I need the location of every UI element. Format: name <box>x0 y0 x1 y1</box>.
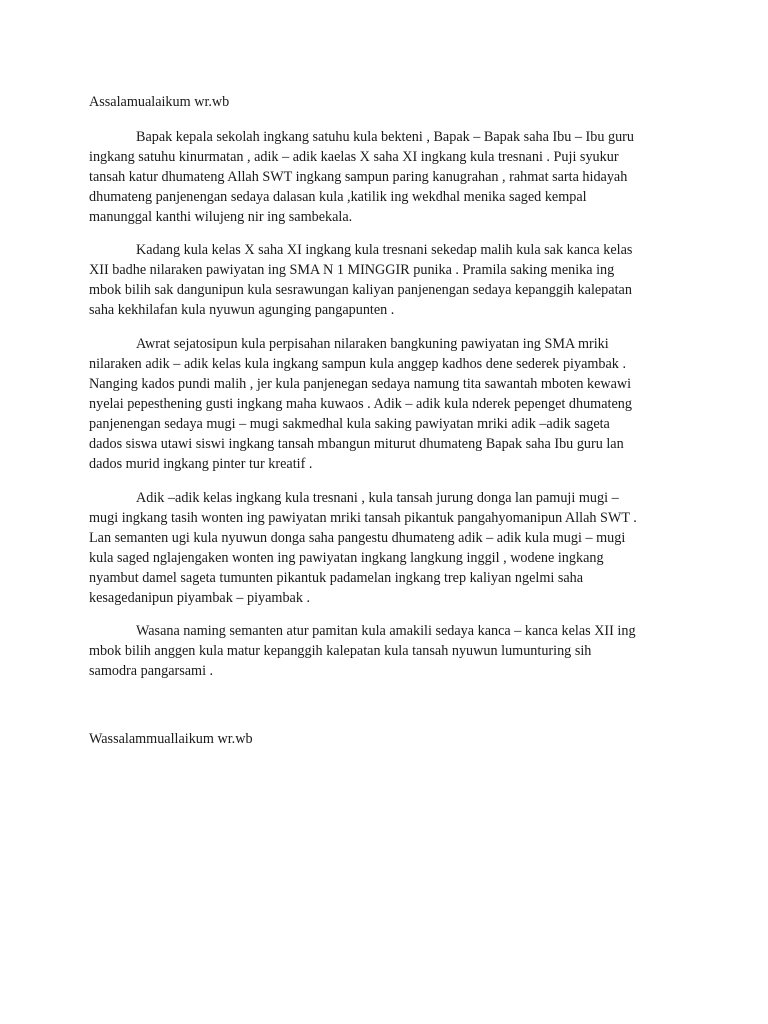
paragraph-line: Nanging kados pundi malih , jer kula panjenegan sedaya namung tita sawantah mboten kewawi <box>89 376 632 392</box>
paragraph-line: Awrat sejatosipun kula perpisahan nilaraken bangkuning pawiyatan ing SMA mriki <box>136 336 609 352</box>
paragraph-line: Lan semanten ugi kula nyuwun donga saha pangestu dhumateng adik – adik kula mugi – mugi <box>89 530 626 546</box>
paragraph-line: kula saged nglajengaken wonten ing pawiyatan ingkang langkung inggil , wodene ingkang <box>89 550 604 566</box>
paragraph-line: Adik –adik kelas ingkang kula tresnani , kula tansah jurung donga lan pamuji mugi – <box>136 490 619 506</box>
paragraph-line: dhumateng panjenengan sedaya dalasan kula ,katilik ing wekdhal menika saged kempal <box>89 189 587 205</box>
paragraph-line: mbok bilih sak dangunipun kula sesrawungan kaliyan panjenengan sedaya kepanggih kalepatan <box>89 282 632 298</box>
paragraph-line: nyambut damel sageta tumunten pikantuk padamelan ingkang trep kaliyan ngelmi saha <box>89 570 584 586</box>
paragraph-line: Wasana naming semanten atur pamitan kula amakili sedaya kanca – kanca kelas XII ing <box>136 623 636 639</box>
paragraph-line: XII badhe nilaraken pawiyatan ing SMA N 1 MINGGIR punika . Pramila saking menika ing <box>89 262 615 278</box>
paragraph-line: nyelai pepesthening gusti ingkang maha kuwaos . Adik – adik kula nderek pepenget dhumateng <box>89 396 632 412</box>
paragraph-line: ingkang satuhu kinurmatan , adik – adik kaelas X saha XI ingkang kula tresnani . Puji syukur <box>89 149 619 165</box>
paragraph-line: panjenengan sedaya mugi – mugi sakmedhal kula saking pawiyatan mriki adik –adik sageta <box>89 416 610 432</box>
paragraph-line: mbok bilih anggen kula matur kepanggih kalepatan kula tansah nyuwun lumunturing sih <box>89 643 592 659</box>
paragraph-line: saha kekhilafan kula nyuwun agunging pangapunten . <box>89 302 395 318</box>
greeting: Assalamualaikum wr.wb <box>89 94 230 110</box>
paragraph-line: nilaraken adik – adik kelas kula ingkang sampun kula anggep kadhos dene sederek piyambak . <box>89 356 626 372</box>
paragraph-line: mugi ingkang tasih wonten ing pawiyatan mriki tansah pikantuk pangahyomanipun Allah SWT . <box>89 510 637 526</box>
paragraph-line: Kadang kula kelas X saha XI ingkang kula tresnani sekedap malih kula sak kanca kelas <box>136 242 633 258</box>
paragraph-line: dados siswa utawi siswi ingkang tansah mbangun miturut dhumateng Bapak saha Ibu guru lan <box>89 436 624 452</box>
paragraph-line: Bapak kepala sekolah ingkang satuhu kula bekteni , Bapak – Bapak saha Ibu – Ibu guru <box>136 129 635 145</box>
paragraph-line: dados murid ingkang pinter tur kreatif . <box>89 456 313 472</box>
paragraph-line: manunggal kanthi wilujeng nir ing sambekala. <box>89 209 353 225</box>
paragraph-line: kesagedanipun piyambak – piyambak . <box>89 590 311 606</box>
paragraph-line: samodra pangarsami . <box>89 663 214 679</box>
paragraph-line: tansah katur dhumateng Allah SWT ingkang sampun paring kanugrahan , rahmat sarta hidayah <box>89 169 628 185</box>
closing: Wassalammuallaikum wr.wb <box>89 731 253 747</box>
